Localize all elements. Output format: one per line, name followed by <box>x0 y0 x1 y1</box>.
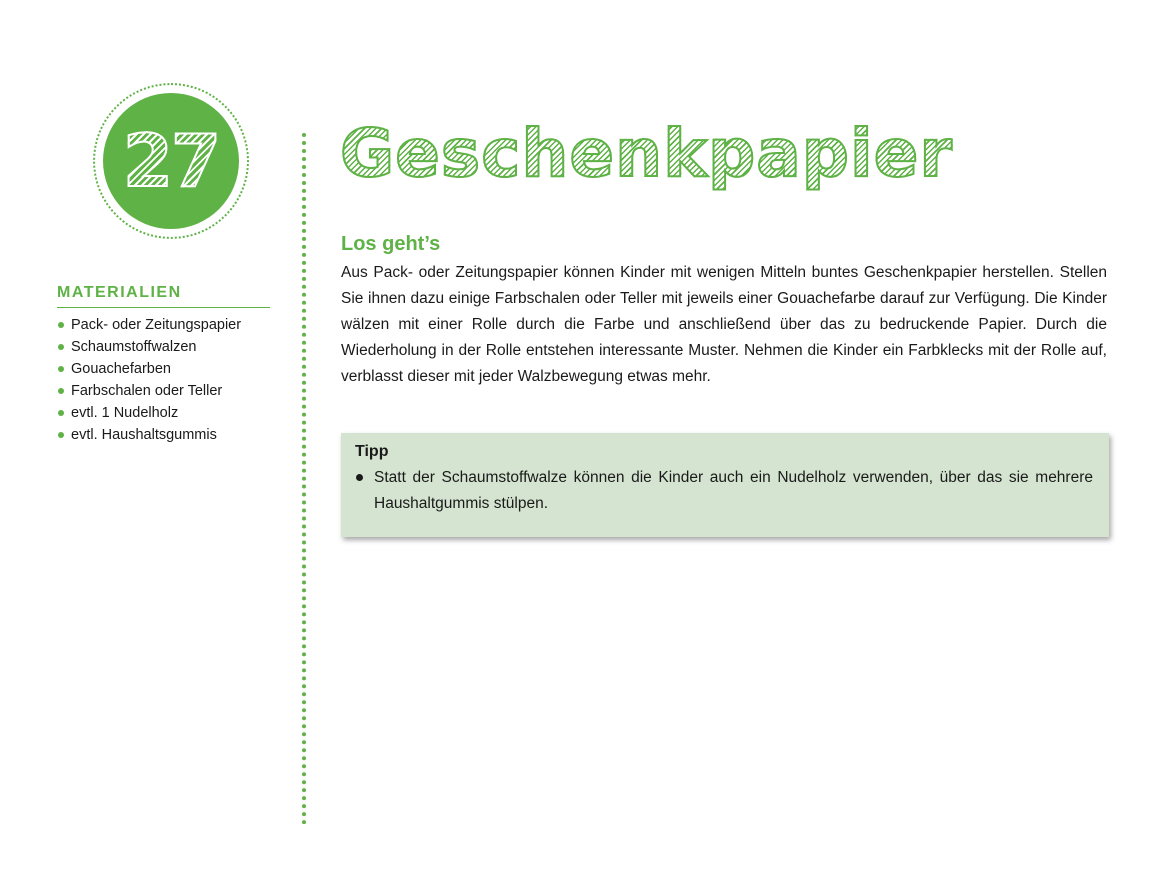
section-body: Aus Pack- oder Zeitungspapier können Kinder mit wenigen Mitteln buntes Geschenkpapier herstellen. Stellen Sie ihnen dazu einige Farbschalen oder Teller mit jeweils einer Gouachefarbe darauf zur Verfügung. Die Kinder wälzen mit einer Rolle durch die Farbe und anschließend über das zu bedruckende Papier. Durch die Wiederholung in der Rolle entstehen interessante Muster. Nehmen die Kinder ein Farbklecks mit der Rolle auf, verblasst dieser mit jeder Walzbewegung etwas mehr. <box>341 264 1107 385</box>
tip-box <box>341 433 1109 537</box>
materials-item: Schaumstoffwalzen <box>57 336 270 358</box>
materials-item: Gouachefarben <box>57 358 270 380</box>
materials-item: Pack- oder Zeitungspapier <box>57 314 270 336</box>
section-heading: Los geht’s <box>341 233 441 255</box>
tip-item: Statt der Schaumstoffwalze können die Kinder auch ein Nudelholz verwenden, über das sie mehrere Haushaltgummis stülpen. <box>355 465 1093 517</box>
materials-item: evtl. Haushaltsgummis <box>57 424 270 446</box>
materials-item: evtl. 1 Nudelholz <box>57 402 270 424</box>
page-title: Geschenkpapier <box>340 115 953 192</box>
tip-heading: Tipp <box>355 443 389 460</box>
dotted-divider <box>302 133 306 825</box>
badge-number: 27 <box>122 119 220 203</box>
tip-list <box>355 465 1093 517</box>
number-badge <box>93 83 249 239</box>
badge-circle <box>103 93 239 229</box>
materials-panel <box>57 284 270 446</box>
materials-heading: MATERIALIEN <box>57 284 270 308</box>
materials-item: Farbschalen oder Teller <box>57 380 270 402</box>
materials-list <box>57 314 270 446</box>
